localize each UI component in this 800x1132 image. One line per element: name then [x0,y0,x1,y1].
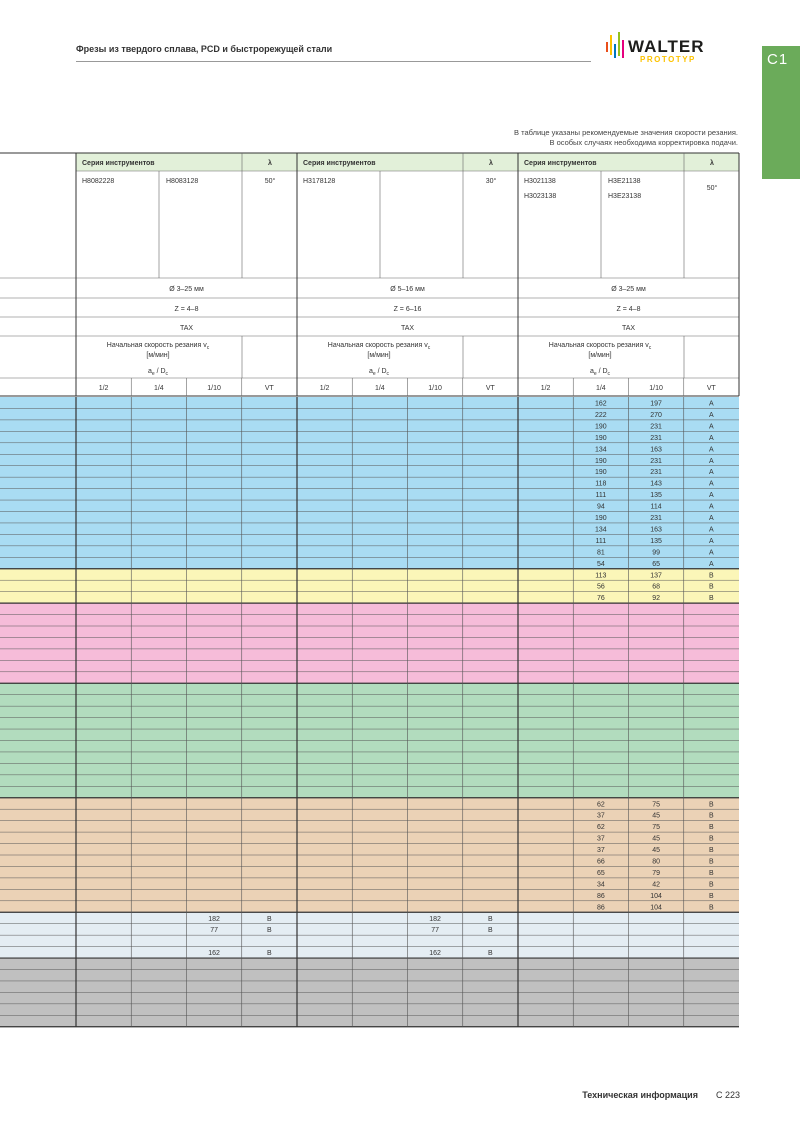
speed-label: Начальная скорость резания $v_c$ [106,342,210,351]
table-cell: A [709,526,714,534]
series-code: H8083128 [166,178,199,185]
table-cell: A [709,492,714,500]
table-row [0,1004,739,1015]
table-row [0,683,739,694]
table-cell: 111 [595,537,607,545]
column-header: 1/10 [649,385,663,392]
table-cell: 135 [650,537,662,545]
table-row [0,546,739,557]
series-header-label: Серия инструментов [303,160,376,167]
table-cell: 111 [595,492,607,500]
table-row [0,603,739,614]
table-row [0,420,739,431]
column-header: VT [706,385,716,392]
table-cell: 65 [652,560,660,568]
table-row [0,397,739,408]
column-header: 1/4 [374,385,385,392]
teeth-count: Z = 6–16 [393,306,422,313]
table-cell: B [709,583,714,591]
table-row [0,809,739,820]
footer-page-number: C 223 [715,1090,740,1100]
table-cell: A [709,515,714,522]
lambda-header-label: λ [268,160,272,167]
table-cell: 99 [652,549,660,557]
table-row [0,798,739,809]
table-cell: 80 [652,858,660,866]
table-row [0,889,739,900]
table-cell: 45 [652,847,660,855]
table-row [0,637,739,648]
table-row [0,626,739,637]
table-cell: 182 [208,915,220,923]
column-header: 1/4 [153,385,164,392]
table-row [0,958,739,969]
table-row [0,901,739,912]
page-header-title: Фрезы из твердого сплава, PCD и быстрорежущей стали [76,44,333,54]
table-cell: 231 [650,515,662,522]
series-header-label: Серия инструментов [82,160,155,167]
table-cell: B [709,595,714,603]
table-cell: 190 [595,469,607,477]
table-cell: A [709,457,714,465]
table-cell: 62 [596,801,605,809]
table-row [0,970,739,981]
table-cell: 113 [595,572,607,580]
table-cell: 66 [596,858,605,866]
lambda-value: 30° [485,178,497,185]
table-cell: 42 [652,881,660,889]
table-row [0,557,739,568]
table-row [0,775,739,786]
table-row [0,821,739,832]
table-row [0,706,739,717]
lambda-value: 50° [706,185,718,192]
table-cell: 37 [596,847,605,855]
coating: TAX [179,325,194,332]
table-cell: 56 [596,583,605,591]
table-cell: 143 [650,480,662,488]
table-row [0,443,739,454]
table-note-line: В таблице указаны рекомендуемые значения скорости резания. [514,128,738,137]
table-cell: 76 [596,595,605,603]
table-row [0,454,739,465]
table-cell: 86 [596,904,605,912]
table-cell: 182 [429,915,441,923]
series-code: H3E23138 [608,193,642,200]
table-row [0,844,739,855]
table-row [0,477,739,488]
table-cell: B [709,572,714,580]
table-cell: A [709,411,714,419]
table-cell: B [709,869,714,877]
table-row [0,992,739,1003]
table-cell: B [488,950,493,958]
table-cell: 94 [596,503,605,511]
table-cell: 222 [595,411,607,419]
table-cell: 134 [595,526,607,534]
speed-unit: [м/мин] [146,352,170,359]
speed-label: Начальная скорость резания $v_c$ [548,342,652,351]
table-cell: B [267,915,272,923]
column-header: 1/10 [428,385,442,392]
table-cell: 92 [652,595,660,603]
table-row [0,580,739,591]
table-cell: 118 [595,480,607,488]
table-cell: 75 [652,801,660,809]
column-header: 1/10 [207,385,221,392]
table-cell: A [709,434,714,442]
column-header: 1/2 [98,385,109,392]
table-cell: 37 [596,812,605,820]
table-row [0,672,739,683]
speed-unit: [м/мин] [367,352,391,359]
table-cell: 162 [429,950,441,958]
table-row [0,695,739,706]
table-cell: 75 [652,824,660,832]
series-code: H3178128 [303,178,336,185]
table-row [0,718,739,729]
section-tab-label: C1 [767,51,789,68]
table-cell: 54 [596,560,605,568]
table-cell: A [709,560,714,568]
table-cell: 190 [595,434,607,442]
table-cell: B [488,915,493,923]
series-header-label: Серия инструментов [524,160,597,167]
table-cell: 65 [596,869,605,877]
table-cell: 68 [652,583,660,591]
column-header: 1/2 [319,385,330,392]
table-row [0,592,739,603]
table-cell: B [709,904,714,912]
table-cell: 190 [595,457,607,465]
table-row [0,649,739,660]
lambda-value: 50° [264,178,276,185]
coating: TAX [400,325,415,332]
table-cell: A [709,423,714,431]
table-cell: A [709,400,714,408]
table-cell: B [267,927,272,935]
table-cell: 270 [650,411,662,419]
table-cell: 77 [431,927,439,935]
table-row [0,878,739,889]
diameter-range: Ø 3–25 мм [611,286,646,293]
table-cell: 134 [595,446,607,454]
table-cell: A [709,537,714,545]
series-code: H3E21138 [608,178,641,185]
table-row [0,947,739,958]
table-cell: 137 [650,572,662,580]
table-row [0,752,739,763]
table-row [0,431,739,442]
teeth-count: Z = 4–8 [174,306,199,313]
series-code: H3021138 [524,178,556,185]
table-cell: 81 [596,549,605,557]
logo-sub: PROTOTYP [640,55,696,64]
table-cell: 77 [210,927,218,935]
lambda-header-label: λ [489,160,493,167]
table-cell: 162 [208,950,220,958]
table-cell: 37 [596,835,605,843]
logo-brand: WALTER [628,37,705,56]
table-cell: 104 [650,904,662,912]
table-row [0,924,739,935]
series-code: H3023138 [524,193,557,200]
table-cell: 45 [652,812,660,820]
table-row [0,1015,739,1026]
table-cell: B [267,950,272,958]
table-row [0,466,739,477]
table-row [0,408,739,419]
table-cell: A [709,503,714,511]
table-cell: B [709,858,714,866]
table-cell: B [488,927,493,935]
table-cell: 79 [652,869,660,877]
table-cell: 163 [650,526,662,534]
table-cell: A [709,549,714,557]
table-cell: 104 [650,892,662,900]
diameter-range: Ø 3–25 мм [169,286,204,293]
table-row [0,729,739,740]
ae-dc-label: $a_e / D_c$ [147,368,169,377]
speed-unit: [м/мин] [588,352,612,359]
column-header: VT [264,385,274,392]
diameter-range: Ø 5–16 мм [390,286,425,293]
table-row [0,741,739,752]
table-cell: 135 [650,492,662,500]
table-cell: 163 [650,446,662,454]
table-cell: B [709,892,714,900]
table-row [0,786,739,797]
table-row [0,763,739,774]
table-cell: B [709,835,714,843]
table-cell: 62 [596,824,605,832]
table-row [0,912,739,923]
speed-label: Начальная скорость резания $v_c$ [327,342,431,351]
table-cell: B [709,824,714,832]
table-cell: 162 [595,400,607,408]
footer-section: Техническая информация [582,1090,698,1100]
coating: TAX [621,325,636,332]
column-header: 1/4 [595,385,606,392]
table-cell: 45 [652,835,660,843]
table-cell: 190 [595,423,607,431]
table-row [0,500,739,511]
page-footer [582,1090,740,1100]
table-cell: 190 [595,515,607,522]
table-row [0,660,739,671]
table-row [0,832,739,843]
table-cell: A [709,446,714,454]
table-row [0,534,739,545]
table-cell: 114 [650,503,662,511]
table-cell: 34 [596,881,605,889]
table-row [0,569,739,580]
table-cell: B [709,847,714,855]
table-cell: B [709,881,714,889]
table-cell: 231 [650,434,662,442]
table-row [0,512,739,523]
column-header: 1/2 [540,385,551,392]
table-cell: B [709,801,714,809]
ae-dc-label: $a_e / D_c$ [589,368,611,377]
teeth-count: Z = 4–8 [616,306,641,313]
table-row [0,981,739,992]
table-cell: 86 [596,892,605,900]
table-row [0,935,739,946]
table-row [0,866,739,877]
table-cell: 231 [650,457,662,465]
table-row [0,489,739,500]
table-cell: A [709,480,714,488]
series-code: H8082228 [82,178,115,185]
table-note-line: В особых случаях необходима корректировка подачи. [549,138,738,147]
table-row [0,523,739,534]
ae-dc-label: $a_e / D_c$ [368,368,390,377]
table-cell: 231 [650,423,662,431]
table-cell: A [709,469,714,477]
lambda-header-label: λ [710,160,714,167]
table-row [0,855,739,866]
table-row [0,615,739,626]
table-cell: 197 [650,400,662,408]
column-header: VT [485,385,495,392]
table-cell: B [709,812,714,820]
table-cell: 231 [650,469,662,477]
